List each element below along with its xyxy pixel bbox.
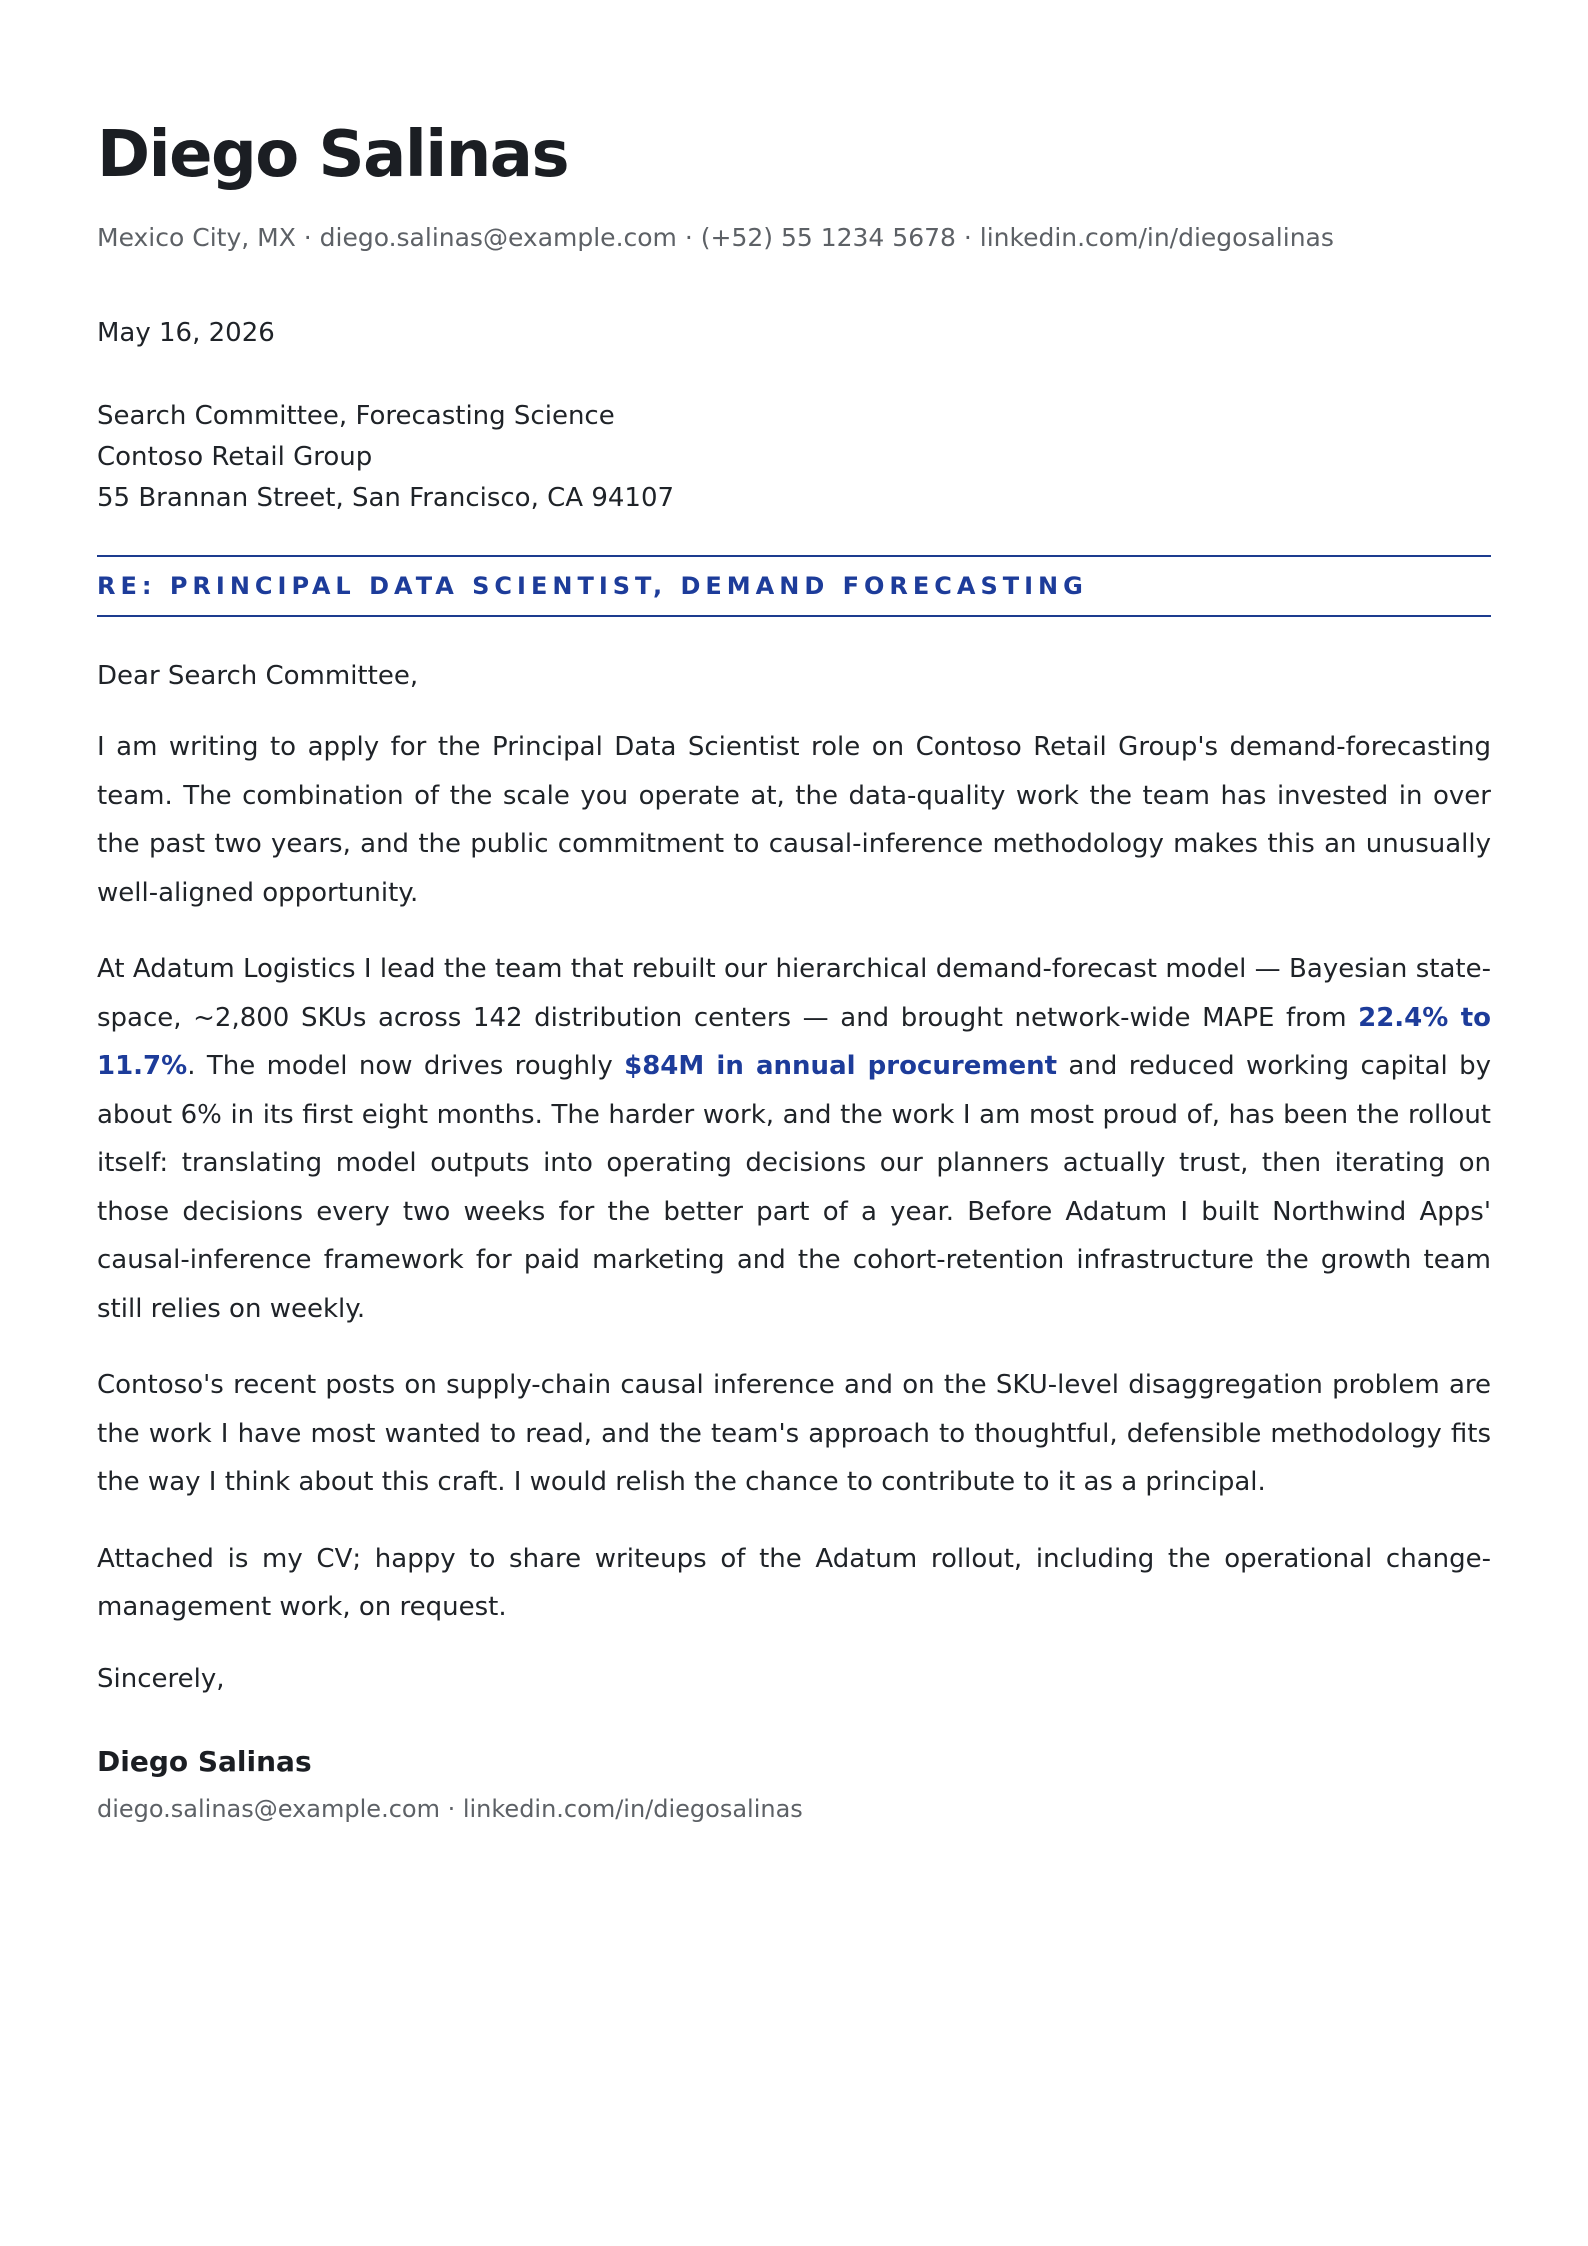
salutation: Dear Search Committee, [97,661,419,691]
procurement-highlight: $84M in annual procurement [624,1051,1058,1081]
recipient-line-committee: Search Committee, Forecasting Science [97,401,615,431]
body-paragraph-2-text-a: At Adatum Logistics I lead the team that rebuilt our hierarchical demand-forecast model — Bayesian state-space, ~2,800 SKUs across 142 distribution centers — and brought network-wide MAPE from [97,954,1491,1033]
mape-highlight: 22.4% to 11.7% [97,1002,1491,1081]
body-paragraph-3: Contoso's recent posts on supply-chain causal inference and on the SKU-level disaggregation problem are the work I have most wanted to read, and the team's approach to thoughtful, defensible methodology fits the way I think about this craft. I would relish the chance to contribute to it as a principal. [97,1370,1491,1497]
subject-line: RE: PRINCIPAL DATA SCIENTIST, DEMAND FORECASTING [97,572,1088,600]
body-paragraph-2 [97,945,1491,1333]
letter-date: May 16, 2026 [97,318,275,348]
recipient-line-street: 55 Brannan Street, San Francisco, CA 94107 [97,483,675,513]
recipient-address [97,396,1491,519]
body-paragraph-1: I am writing to apply for the Principal Data Scientist role on Contoso Retail Group's demand-forecasting team. The combination of the scale you operate at, the data-quality work the team has invested in over the past two years, and the public commitment to causal-inference methodology makes this an unusually well-aligned opportunity. [97,732,1491,908]
signature-name: Diego Salinas [97,1744,312,1778]
body-paragraph-2-text-b: . The model now drives roughly [187,1051,625,1081]
sender-contact-line: Mexico City, MX · diego.salinas@example.com · (+52) 55 1234 5678 · linkedin.com/in/diegosalinas [97,223,1334,252]
subject-bar [97,555,1491,617]
sender-name: Diego Salinas [97,118,569,192]
body-paragraph-4: Attached is my CV; happy to share writeups of the Adatum rollout, including the operational change-management work, on request. [97,1543,1491,1622]
signature-contact-line: diego.salinas@example.com · linkedin.com/in/diegosalinas [97,1794,803,1823]
recipient-line-company: Contoso Retail Group [97,442,373,472]
closing: Sincerely, [97,1663,225,1694]
body-paragraph-2-text-c: and reduced working capital by about 6% in its first eight months. The harder work, and the work I am most proud of, has been the rollout itself: translating model outputs into operating decisions our planners actually trust, then iterating on those decisions every two weeks for the better part of a year. Before Adatum I built Northwind Apps' causal-inference framework for paid marketing and the cohort-retention infrastructure the growth team still relies on weekly. [97,1051,1492,1324]
